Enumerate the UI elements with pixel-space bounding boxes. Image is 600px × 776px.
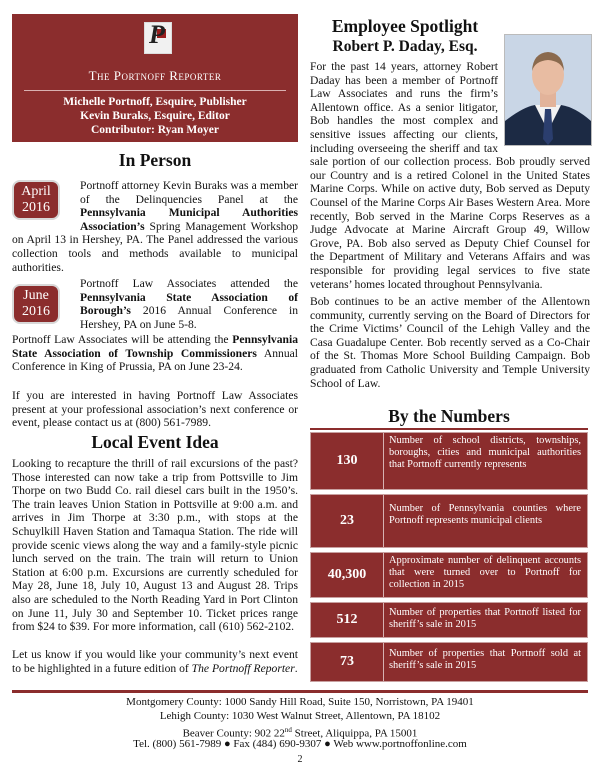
numbers-value: 73	[311, 643, 384, 681]
page-number: 2	[297, 754, 303, 765]
numbers-value: 23	[311, 495, 384, 547]
april-year: 2016	[22, 200, 50, 215]
numbers-row	[310, 552, 588, 598]
numbers-value: 40,300	[311, 553, 384, 597]
local-event-closing: Let us know if you would like your community’s next event to be highlighted in a future edition of The Portnoff Reporter.	[12, 648, 298, 675]
masthead-divider	[24, 90, 286, 91]
footer-rule	[12, 690, 588, 693]
numbers-row	[310, 432, 588, 490]
in-person-heading: In Person	[118, 150, 192, 170]
june-paragraph: Portnoff Law Associates attended the Pennsylvania State Association of Borough’s 2016 Annual Conference in Hershey, PA on June 5-8.	[80, 277, 298, 331]
newsletter-title: The Portnoff Reporter	[88, 68, 222, 83]
masthead	[12, 14, 298, 142]
numbers-description: Approximate number of delinquent accounts that were turned over to Portnoff for collection in 2015	[389, 555, 581, 590]
june-date-badge	[12, 284, 60, 324]
numbers-description: Number of properties that Portnoff listed for sheriff’s sale in 2015	[389, 607, 581, 630]
spotlight-name: Robert P. Daday, Esq.	[332, 38, 478, 55]
spotlight-heading: Employee Spotlight	[331, 16, 479, 36]
footer-lehigh: Lehigh County: 1030 West Walnut Street, Allentown, PA 18102	[159, 710, 441, 722]
numbers-row	[310, 602, 588, 638]
june-year: 2016	[22, 304, 50, 319]
numbers-heading: By the Numbers	[388, 406, 510, 426]
april-month: April	[21, 184, 51, 199]
township-paragraph: Portnoff Law Associates will be attending the Pennsylvania State Association of Township Commissioners Annual Conference in King of Prussia, PA on June 23-24.	[12, 333, 298, 374]
numbers-description: Number of Pennsylvania counties where Portnoff represents municipal clients	[389, 503, 581, 526]
spotlight-paragraph-2: Bob continues to be an active member of the Allentown community, currently serving on the Board of Directors for the Crime Victims’ Council of the Lehigh Valley and the Casa Guadalupe Center. Bob recently served as a Co-Chair of the St. Thomas More School Building Campaign. Bob graduated from Catholic University and Temple University School of Law.	[310, 295, 590, 390]
local-event-heading: Local Event Idea	[91, 432, 219, 452]
footer-montgomery: Montgomery County: 1000 Sandy Hill Road, Suite 150, Norristown, PA 19401	[126, 696, 474, 708]
editor-line: Kevin Buraks, Esquire, Editor	[80, 110, 230, 122]
numbers-row	[310, 494, 588, 548]
numbers-top-rule	[310, 428, 588, 430]
june-month: June	[23, 288, 49, 303]
numbers-description: Number of properties that Portnoff sold at sheriff’s sale in 2015	[389, 648, 581, 671]
numbers-description: Number of school districts, townships, boroughs, cities and municipal authorities that Portnoff currently represents	[389, 435, 581, 470]
april-paragraph: Portnoff attorney Kevin Buraks was a member of the Delinquencies Panel at the Pennsylvania Municipal Authorities Association’s Spring Management Workshop on April 13 in Hershey, PA. The Panel addressed the various collection tools and methods available to municipal authorities.	[12, 179, 298, 274]
numbers-row	[310, 642, 588, 682]
numbers-value: 512	[311, 603, 384, 637]
numbers-value: 130	[311, 433, 384, 489]
contributor-line: Contributor: Ryan Moyer	[91, 124, 219, 136]
spotlight-paragraph-1-text: For the past 14 years, attorney Robert Daday has been a member of Portnoff Law Associates and runs the firm’s Allentown office. As a senior litigator, Bob handles the most complex and sensitive issues affecting our clients, including overseeing the sheriff and tax sale portion of our collection process. Bob proudly served our Country and is a retired Colonel in the United States Marine Corps. While on active duty, Bob served as Deputy Counsel of the Marine Corps Air Bases Western Area. More recently, Bob served in the Marine Corps Reserves as a Judge Advocate at Marine Aircraft Group 49, Willow Grove, PA. Bob also served as Deputy Chief Counsel for the Department of Military and Veterans Affairs and was responsible for providing legal services to five state veterans’ homes located throughout Pennsylvania.	[310, 60, 590, 291]
footer-beaver: Beaver County: 902 22nd Street, Aliquippa, PA 15001	[182, 726, 418, 740]
publisher-line: Michelle Portnoff, Esquire, Publisher	[63, 96, 247, 108]
portnoff-logo: P	[144, 22, 172, 54]
footer-contact: Tel. (800) 561-7989 ● Fax (484) 690-9307 ● Web www.portnoffonline.com	[133, 738, 467, 750]
local-event-body: Looking to recapture the thrill of rail excursions of the past? Those interested can now take a trip from Pottsville to Jim Thorpe on two Budd Co. rail diesel cars built in the 1950’s. The train leaves Union Station in Pottsville at 9:00 a.m. and arrives in Jim Thorpe at 3:30 p.m., with stops at the Schuylkill Haven Station and Tamaqua Station. The ride will provide scenic views along the way and a family-style picnic lunch served on the train. The train will return to Union Station at 6:00 p.m. Excursions are currently scheduled for May 28, June 18, July 10, August 13 and August 28. Trips also are scheduled to the North Reading Yard in Port Clinton on June 11, July 30 and September 10. Ticket prices range from $24 to $39. For more information, call (610) 562-2102.	[12, 457, 298, 634]
contact-paragraph: If you are interested in having Portnoff Law Associates present at your professional association’s next conference or event, please contact us at (800) 561-7989.	[12, 389, 298, 430]
